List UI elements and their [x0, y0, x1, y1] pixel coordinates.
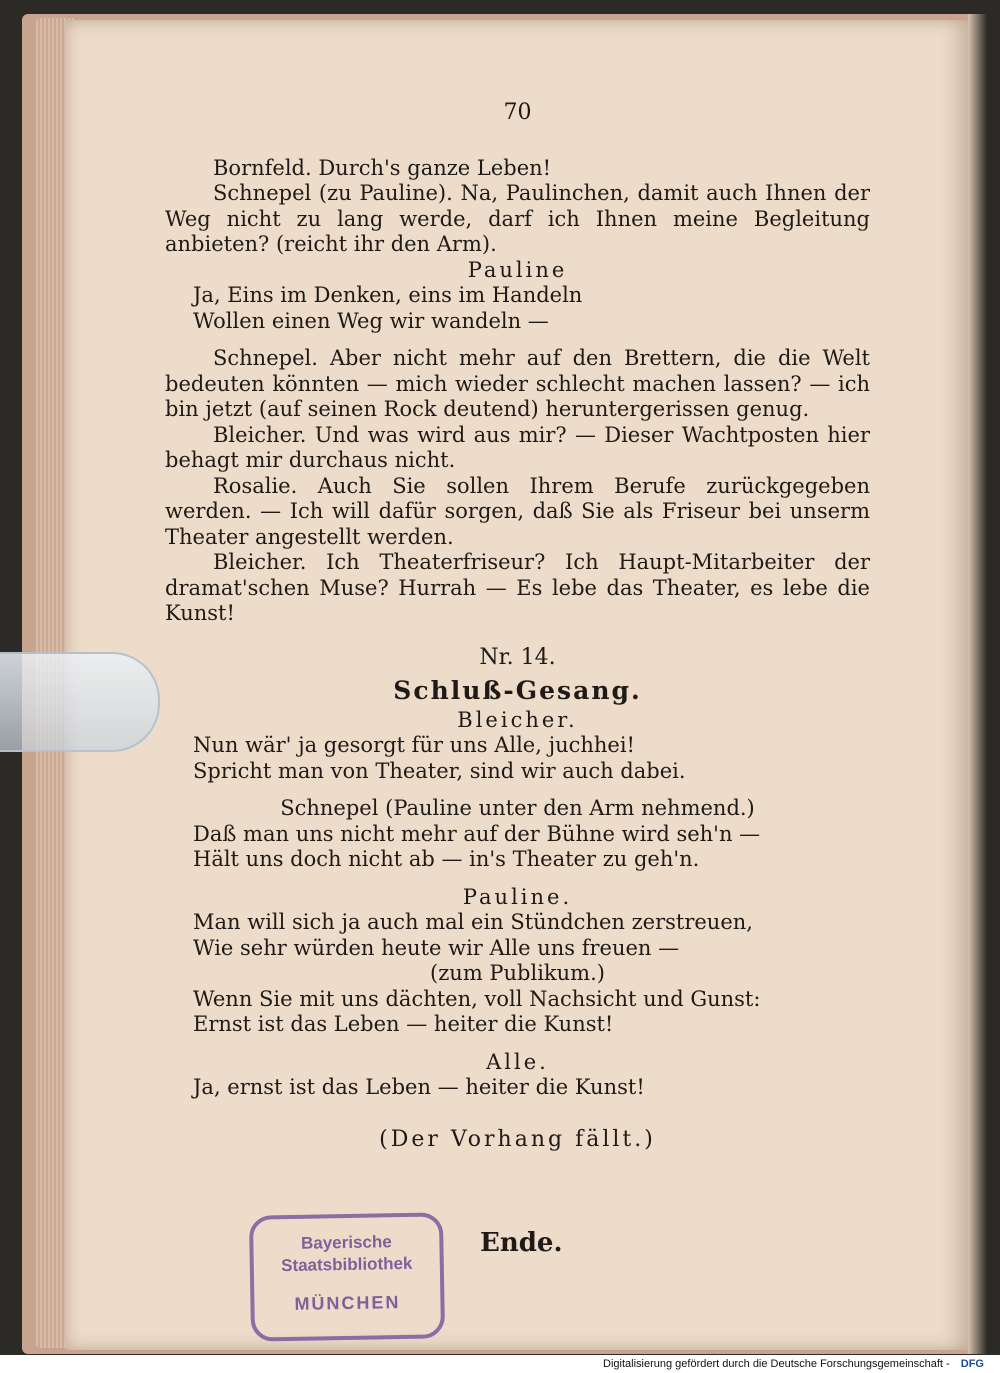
verse-line: Ernst ist das Leben — heiter die Kunst!: [193, 1012, 614, 1036]
speaker-pauline: Pauline: [467, 257, 568, 282]
paragraph-rosalie: Rosalie. Auch Sie sollen Ihrem Berufe zurückgegeben werden. — Ich will dafür sorgen, daß Sie als Friseur bei unserm Theater angestellt werden.: [165, 473, 870, 549]
paragraph-bornfeld: Bornfeld. Durch's ganze Leben!: [213, 155, 552, 180]
stamp-line: MÜNCHEN: [294, 1292, 401, 1314]
page-text: [165, 100, 870, 1152]
page-number: 70: [503, 100, 532, 125]
verse-line: Wollen einen Weg wir wandeln —: [193, 308, 549, 333]
paragraph-bleicher-1: Bleicher. Und was wird aus mir? — Dieser Wachtposten hier behagt mir durchaus nicht.: [165, 422, 870, 472]
speaker-alle: Alle.: [486, 1049, 549, 1074]
verse-line: Man will sich ja auch mal ein Stündchen zerstreuen,: [193, 910, 753, 934]
verse-line: Nun wär' ja gesorgt für uns Alle, juchhei!: [193, 733, 635, 757]
paragraph-bleicher-2: Bleicher. Ich Theaterfriseur? Ich Haupt-Mitarbeiter der dramat'schen Muse? Hurrah — Es lebe das Theater, es lebe die Kunst!: [165, 550, 870, 625]
speaker-pauline-song: Pauline.: [462, 884, 573, 909]
stamp-line: Bayerische: [300, 1232, 392, 1253]
stage-direction: (zum Publikum.): [430, 961, 605, 985]
song-number: Nr. 14.: [479, 644, 556, 670]
speaker-schnepel: Schnepel (Pauline unter den Arm nehmend.): [280, 796, 755, 820]
verse-line: Hält uns doch nicht ab — in's Theater zu geh'n.: [193, 847, 700, 871]
verse-line: Wenn Sie mit uns dächten, voll Nachsicht und Gunst:: [193, 986, 761, 1011]
stamp-line: Staatsbibliothek: [280, 1253, 413, 1276]
ende-label: Ende.: [480, 1228, 563, 1258]
verse-line: Ja, Eins im Denken, eins im Handeln: [193, 283, 583, 307]
verse-line: Spricht man von Theater, sind wir auch dabei.: [193, 758, 686, 783]
footer-text: Digitalisierung gefördert durch die Deutsche Forschungsgemeinschaft -: [603, 1358, 950, 1370]
song-title: Schluß-Gesang.: [393, 676, 642, 705]
binding-shadow: [968, 14, 1000, 1354]
verse-line: Daß man uns nicht mehr auf der Bühne wird seh'n —: [193, 821, 761, 846]
dfg-logo: DFG: [960, 1358, 984, 1370]
page-clip: [0, 652, 160, 752]
verse-line: Wie sehr würden heute wir Alle uns freuen —: [193, 935, 680, 960]
library-stamp: [249, 1212, 445, 1341]
paragraph-schnepel-1: Schnepel (zu Pauline). Na, Paulinchen, damit auch Ihnen der Weg nicht zu lang werde, darf ich Ihnen meine Begleitung anbieten? (reicht ihr den Arm).: [165, 181, 870, 256]
footer-credit: [0, 1355, 1000, 1373]
paragraph-schnepel-2: Schnepel. Aber nicht mehr auf den Brettern, die die Welt bedeuten könnten — mich wieder schlecht machen lassen? — ich bin jetzt (auf seinen Rock deutend) heruntergerissen genug.: [165, 346, 870, 421]
curtain-direction: (Der Vorhang fällt.): [379, 1126, 656, 1152]
verse-line: Ja, ernst ist das Leben — heiter die Kunst!: [193, 1075, 645, 1099]
speaker-bleicher: Bleicher.: [457, 707, 578, 732]
